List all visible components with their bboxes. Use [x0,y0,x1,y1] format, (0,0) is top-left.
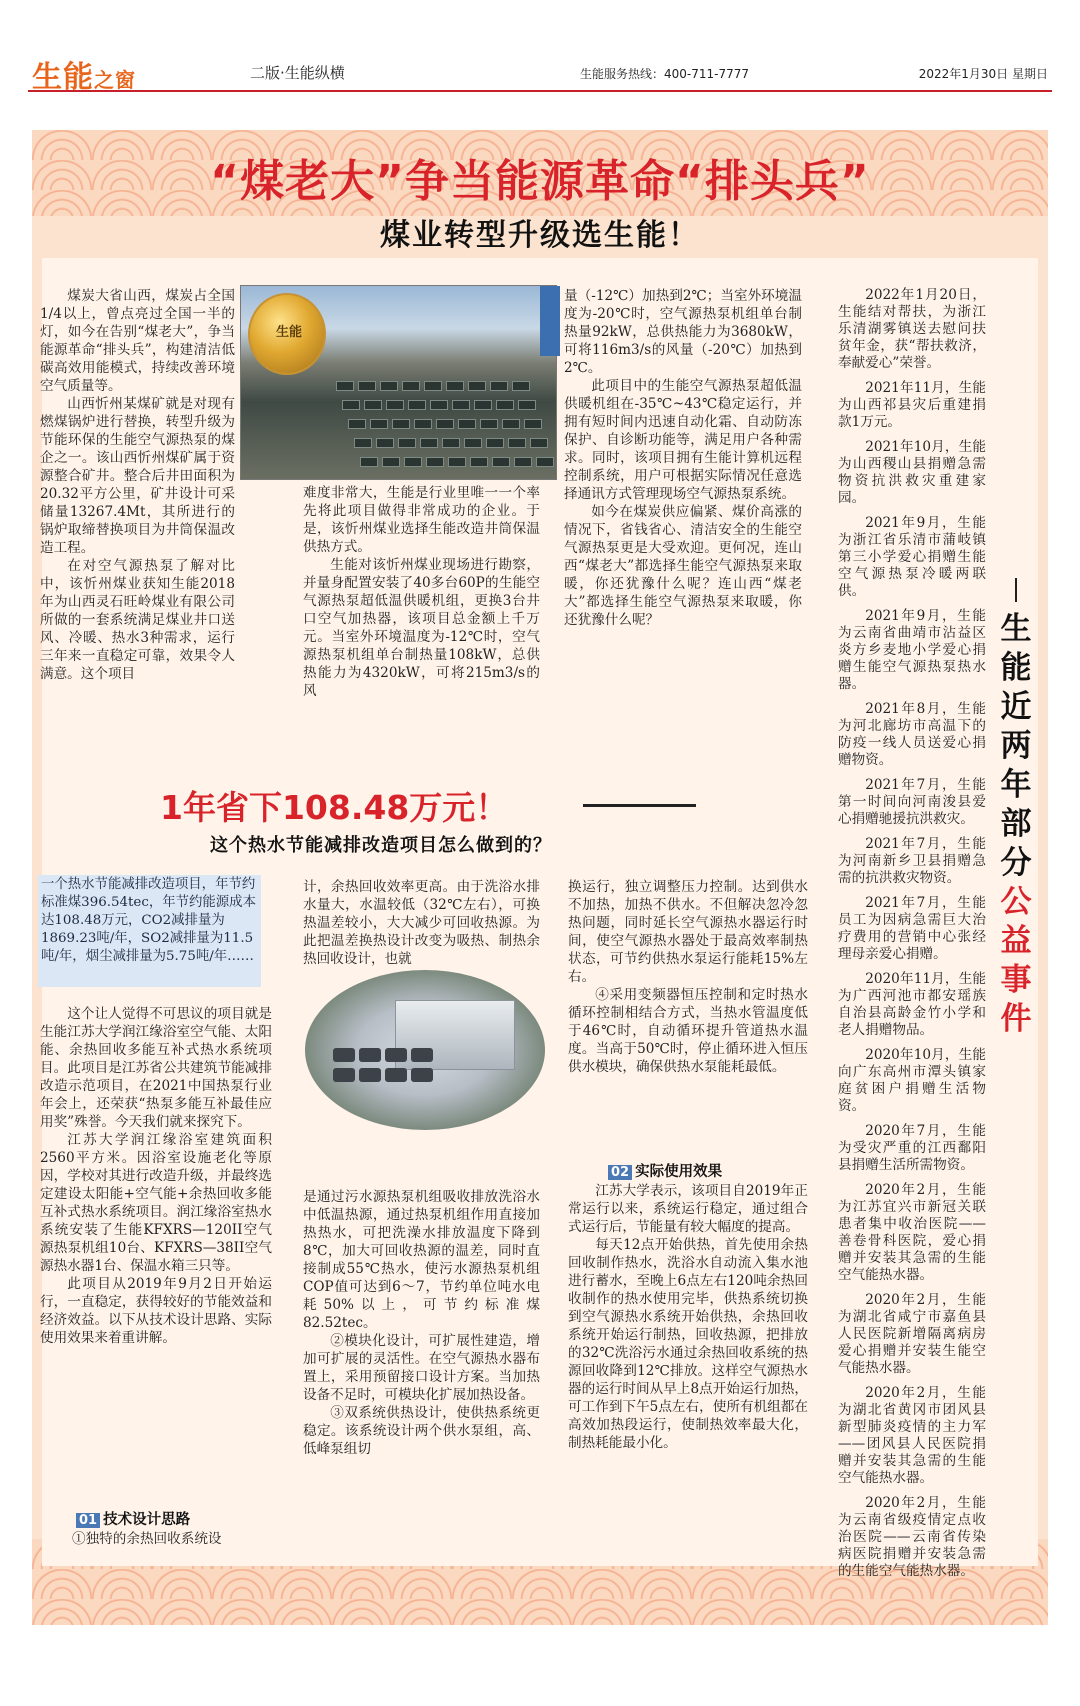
heat-pump-unit-shape [518,400,536,410]
fan-unit-shape [385,1048,407,1062]
heat-pump-unit-shape [474,400,492,410]
paragraph: 如今在煤炭供应偏紧、煤价高涨的情况下，省钱省心、清洁安全的生能空气源热泵更是大受欢迎。更何况，连山西“煤老大”都选择生能空气源热泵来取暖，你还犹豫什么呢？连山西“煤老大”都选择生能空气源热泵来取暖，你还犹豫什么呢？ [564,504,802,628]
paragraph: 计，余热回收效率更高。由于洗浴水排水量大，水温较低（32℃左右），可换热温差较小，大大减少可回收热源。为此把温差换热设计改变为吸热、制热余热回收设计，也就 [303,879,540,967]
charity-events-list [838,287,986,1588]
article1-subhead: 煤业转型升级选生能！ [380,218,700,253]
paragraph: 生能对该忻州煤业现场进行勘察，并量身配置安装了40多台60P的生能空气源热泵超低温供暖机组，更换3台井口空气加热器，该项目总金额上千万元。当室外环境温度为-12℃时，空气源热泵机组单台制热量108kW，总供热能力为4320kW，可将215m3/s的风 [303,557,540,699]
paragraph: 每天12点开始供热，首先使用余热回收制作热水，洗浴水自动流入集水池进行蓄水，至晚上6点左右120吨余热回收制作的热水使用完毕，供热系统切换到空气源热水系统开始供热，余热回收系统开始运行制热，回收热源，把排放的32℃洗浴污水通过余热回收系统的热源回收降到12℃排放。这样空气源热水器的运行时间从早上8点开始运行加热，可工作到下午5点左右，使所有机组都在高效加热段运行，使制热效率最大化，制热耗能最小化。 [568,1237,808,1451]
paragraph: 这个让人觉得不可思议的项目就是生能江苏大学润江缘浴室空气能、太阳能、余热回收多能互补式热水系统项目。此项目是江苏省公共建筑节能减排改造示范项目，在2021中国热泵行业年会上，还荣获“热泵多能互补最佳应用奖”殊誉。今天我们就来探究下。 [40,1006,272,1130]
charity-event-item: 2021年11月，生能为山西祁县灾后重建捐款1万元。 [838,380,986,430]
section-number: 02 [608,1165,632,1180]
charity-event-item: 2021年7月，生能第一时间向河南浚县爱心捐赠驰援抗洪救灾。 [838,777,986,827]
heat-pump-unit-shape [348,419,366,429]
charity-event-item: 2020年11月，生能为广西河池市都安瑶族自治县高龄金竹小学和老人捐赠物品。 [838,971,986,1038]
charity-event-item: 2021年8月，生能为河北廊坊市高温下的防疫一线人员送爱心捐赠物资。 [838,701,986,768]
heat-pump-unit-shape [502,419,520,429]
heat-pump-unit-shape [370,419,388,429]
heat-pump-unit-shape [464,438,482,448]
charity-event-item: 2020年2月，生能为湖北省咸宁市嘉鱼县人民医院新增隔离病房爱心捐赠并安装生能空气能热水器。 [838,1292,986,1376]
heat-pump-unit-shape [492,457,510,467]
heat-pump-unit-shape [402,381,420,391]
headline-rule [583,804,696,807]
charity-event-item: 2022年1月20日，生能结对帮扶，为浙江乐清湖雾镇送去慰问扶贫年金，获“帮扶救济，奉献爱心”荣誉。 [838,287,986,371]
charity-event-item: 2020年2月，生能为江苏宜兴市新冠关联患者集中收治医院——善卷骨科医院，爱心捐赠并安装其急需的生能空气能热水器。 [838,1182,986,1283]
article2-column-3-top [568,878,808,1110]
heat-pump-unit-shape [424,381,442,391]
publish-date: 2022年1月30日 星期日 [918,67,1048,81]
heat-pump-unit-shape [404,457,422,467]
heat-pump-unit-shape [514,457,532,467]
heat-pump-unit-shape [426,457,444,467]
sidebar-title-black: 生能近两年部分 [1000,611,1032,881]
heat-pump-unit-shape [458,419,476,429]
paragraph: 换运行，独立调整压力控制。达到供水不加热，加热不供水。不但解决忽冷忽热问题，同时延长空气源热水器运行时间，使空气源热水器处于最高效率制热状态，可节约供热水泵运行能耗15%左右。 [568,879,808,985]
service-hotline: 生能服务热线：400-711-7777 [580,67,750,81]
heat-pump-unit-shape [436,419,454,429]
charity-event-item: 2020年10月，生能向广东高州市潭头镇家庭贫困户捐赠生活物资。 [838,1047,986,1114]
heat-pump-unit-shape [486,438,504,448]
paragraph: 此项目中的生能空气源热泵超低温供暖机组在-35℃~43℃稳定运行，并拥有短时间内迅速自动化霜、自动防冻保护、自诊断功能等，满足用户各种需求。同时，该项目拥有生能计算机远程控制系统，用户可根据实际情况任意选择通讯方式管理现场空气源热泵系统。 [564,378,802,502]
heat-pump-unit-shape [342,400,360,410]
heat-pump-unit-shape [392,419,410,429]
heat-pump-unit-shape [358,381,376,391]
sidebar-title-red: 公益事件 [1000,884,1032,1037]
paragraph: 难度非常大，生能是行业里唯一一个率先将此项目做得非常成功的企业。于是，该忻州煤业选择生能改造井筒保温供热方式。 [303,485,540,555]
heat-pump-unit-shape [496,400,514,410]
charity-event-item: 2021年7月，生能员工为因病急需巨大治疗费用的营销中心张经理母亲爱心捐赠。 [838,895,986,962]
newspaper-logo: 生能之窗 [32,60,136,95]
sidebar-title [997,610,1035,1039]
heat-pump-unit-shape [452,400,470,410]
heat-pump-unit-shape [354,438,372,448]
heat-pump-unit-shape [524,419,542,429]
heat-pump-unit-shape [480,419,498,429]
heat-pump-unit-shape [512,381,530,391]
heat-pump-unit-shape [408,400,426,410]
paragraph: 煤炭大省山西，煤炭占全国1/4以上，曾点亮过全国一半的灯，如今在告别“煤老大”，争当能源革命“排头兵”，构建清洁低碳高效用能模式，持续改善环境空气质量等。 [40,288,235,394]
article2-column-3-bottom [568,1182,808,1560]
paragraph: ④采用变频器恒压控制和定时热水循环控制相结合方式，当热水管温度低于46℃时，自动循环提升管道热水温度。当高于50℃时，停止循环进入恒压供水模块，确保供热水泵能耗最低。 [568,987,808,1075]
medal-label: 生能 [275,325,302,340]
charity-event-item: 2020年7月，生能为受灾严重的江西鄱阳县捐赠生活所需物资。 [838,1123,986,1173]
masthead [28,50,1052,95]
paragraph: 此项目从2019年9月2日开始运行，一直稳定，获得较好的节能效益和经济效益。以下从技术设计思路、实际使用效果来着重讲解。 [40,1276,272,1346]
charity-event-item: 2021年10月，生能为山西稷山县捐赠急需物资抗洪救灾重建家园。 [838,439,986,506]
heat-pump-unit-shape [336,381,354,391]
fan-unit-shape [359,1068,381,1082]
charity-event-item: 2021年7月，生能为河南新乡卫县捐赠急需的抗洪救灾物资。 [838,836,986,886]
article1-column-3 [564,287,802,687]
paragraph: ①独特的余热回收系统设 [72,1531,222,1547]
heat-pump-unit-shape [490,381,508,391]
heat-pump-unit-shape [508,438,526,448]
section-number: 01 [76,1513,100,1528]
charity-event-item: 2020年2月，生能为湖北省黄冈市团风县新型肺炎疫情的主力军——团风县人民医院捐赠并安装其急需的生能空气能热水器。 [838,1385,986,1486]
award-medal-icon [248,293,326,375]
paragraph: 江苏大学润江缘浴室建筑面积2560平方米。因浴室设施老化等原因，学校对其进行改造升级，并最终选定建设太阳能+空气能+余热回收多能互补式热水系统项目。润江缘浴室热水系统安装了生能KFXRS—120II空气源热泵机组10台、KFXRS—38II空气源热水器1台、保温水箱三只等。 [40,1132,272,1274]
charity-event-item: 2021年9月，生能为浙江省乐清市蒲岐镇第三小学爱心捐赠生能空气源热泵冷暖两联供。 [838,515,986,599]
heat-pump-unit-shape [380,381,398,391]
article1-headline: “煤老大”争当能源革命“排头兵” [210,156,870,207]
heat-pump-unit-shape [536,457,554,467]
article2-column-2-top [303,878,540,970]
heat-pump-unit-shape [446,381,464,391]
charity-event-item: 2020年2月，生能为云南省级疫情定点收治医院——云南省传染病医院捐赠并安装急需的生能空气能热水器。 [838,1495,986,1579]
paragraph: ③双系统供热设计，使供热系统更稳定。该系统设计两个供水泵组，高、低峰泵组切 [303,1405,540,1457]
heat-pump-unit-shape [376,438,394,448]
fan-unit-shape [411,1048,433,1062]
heat-pump-unit-shape [420,438,438,448]
paragraph: 在对空气源热泵了解对比中，该忻州煤业获知生能2018年为山西灵石旺岭煤业有限公司所做的一套系统满足煤业井口送风、冷暖、热水3种需求，运行三年来一直稳定可靠，效果令人满意。这个项目 [40,558,235,682]
hot-water-system-photo [305,970,545,1130]
heat-pump-unit-shape [470,457,488,467]
sidebar-rule [1015,578,1017,602]
article1-column-2 [303,484,540,699]
edition-label: 二版·生能纵横 [250,64,345,82]
article2-headline: 1年省下108.48万元！ [160,788,509,827]
heat-pump-unit-shape [448,457,466,467]
heat-pump-unit-shape [398,438,416,448]
article1-column-1 [40,287,235,687]
section-heading-design: 01 技术设计思路 [76,1508,190,1529]
fan-unit-shape [385,1068,407,1082]
paragraph: 江苏大学表示，该项目自2019年正常运行以来，系统运行稳定，通过组合式运行后，节能量有较大幅度的提高。 [568,1183,808,1235]
highlight-box: 一个热水节能减排改造项目，年节约标准煤396.54tec，年节约能源成本达108.48万元，CO2减排量为1869.23吨/年，SO2减排量为11.5吨/年，烟尘减排量为5.75吨/年…… [38,875,261,987]
paragraph: 山西忻州某煤矿就是对现有燃煤锅炉进行替换，转型升级为节能环保的生能空气源热泵的煤企之一。该山西忻州煤矿属于资源整合矿井。整合后井田面积为20.32平方公里，矿井设计可采储量13267.4Mt，其所进行的锅炉取缔替换项目为井筒保温改造工程。 [40,396,235,556]
paragraph: 是通过污水源热泵机组吸收排放洗浴水中低温热源，通过热泵机组作用直接加热热水，可把洗澡水排放温度下降到8℃，加大可回收热源的温差，同时直接制成55℃热水，使污水源热泵机组COP值可达到6～7，节约单位吨水电耗50%以上，可节约标准煤82.52tec。 [303,1189,540,1331]
article2-subhead: 这个热水节能减排改造项目怎么做到的？ [210,835,552,856]
heat-pump-unit-shape [386,400,404,410]
heat-pump-unit-shape [468,381,486,391]
building-shape [540,286,560,356]
article2-column-1-tail [72,1530,282,1550]
paragraph: 量（-12℃）加热到2℃；当室外环境温度为-20℃时，空气源热泵机组单台制热量92kW，总供热能力为3680kW，可将116m3/s的风量（-20℃）加热到2℃。 [564,288,802,376]
article2-column-2-bottom [303,1188,540,1560]
heat-pump-unit-shape [414,419,432,429]
section-heading-effect: 02 实际使用效果 [608,1160,722,1181]
heat-pump-unit-shape [430,400,448,410]
heat-pump-unit-shape [442,438,460,448]
article2-column-1 [40,1005,272,1490]
fan-unit-shape [333,1068,355,1082]
heat-pump-unit-shape [530,438,548,448]
paragraph: ②模块化设计，可扩展性建造，增加可扩展的灵活性。在空气源热水器布置上，采用预留接口设计方案。当加热设备不足时，可模块化扩展加热设备。 [303,1333,540,1403]
fan-unit-shape [333,1048,355,1062]
fan-unit-shape [411,1068,433,1082]
charity-event-item: 2021年9月，生能为云南省曲靖市沾益区炎方乡麦地小学爱心捐赠生能空气源热泵热水器。 [838,608,986,692]
heat-pump-unit-shape [382,457,400,467]
heat-pump-unit-shape [360,457,378,467]
heat-pump-unit-shape [364,400,382,410]
fan-unit-shape [359,1048,381,1062]
